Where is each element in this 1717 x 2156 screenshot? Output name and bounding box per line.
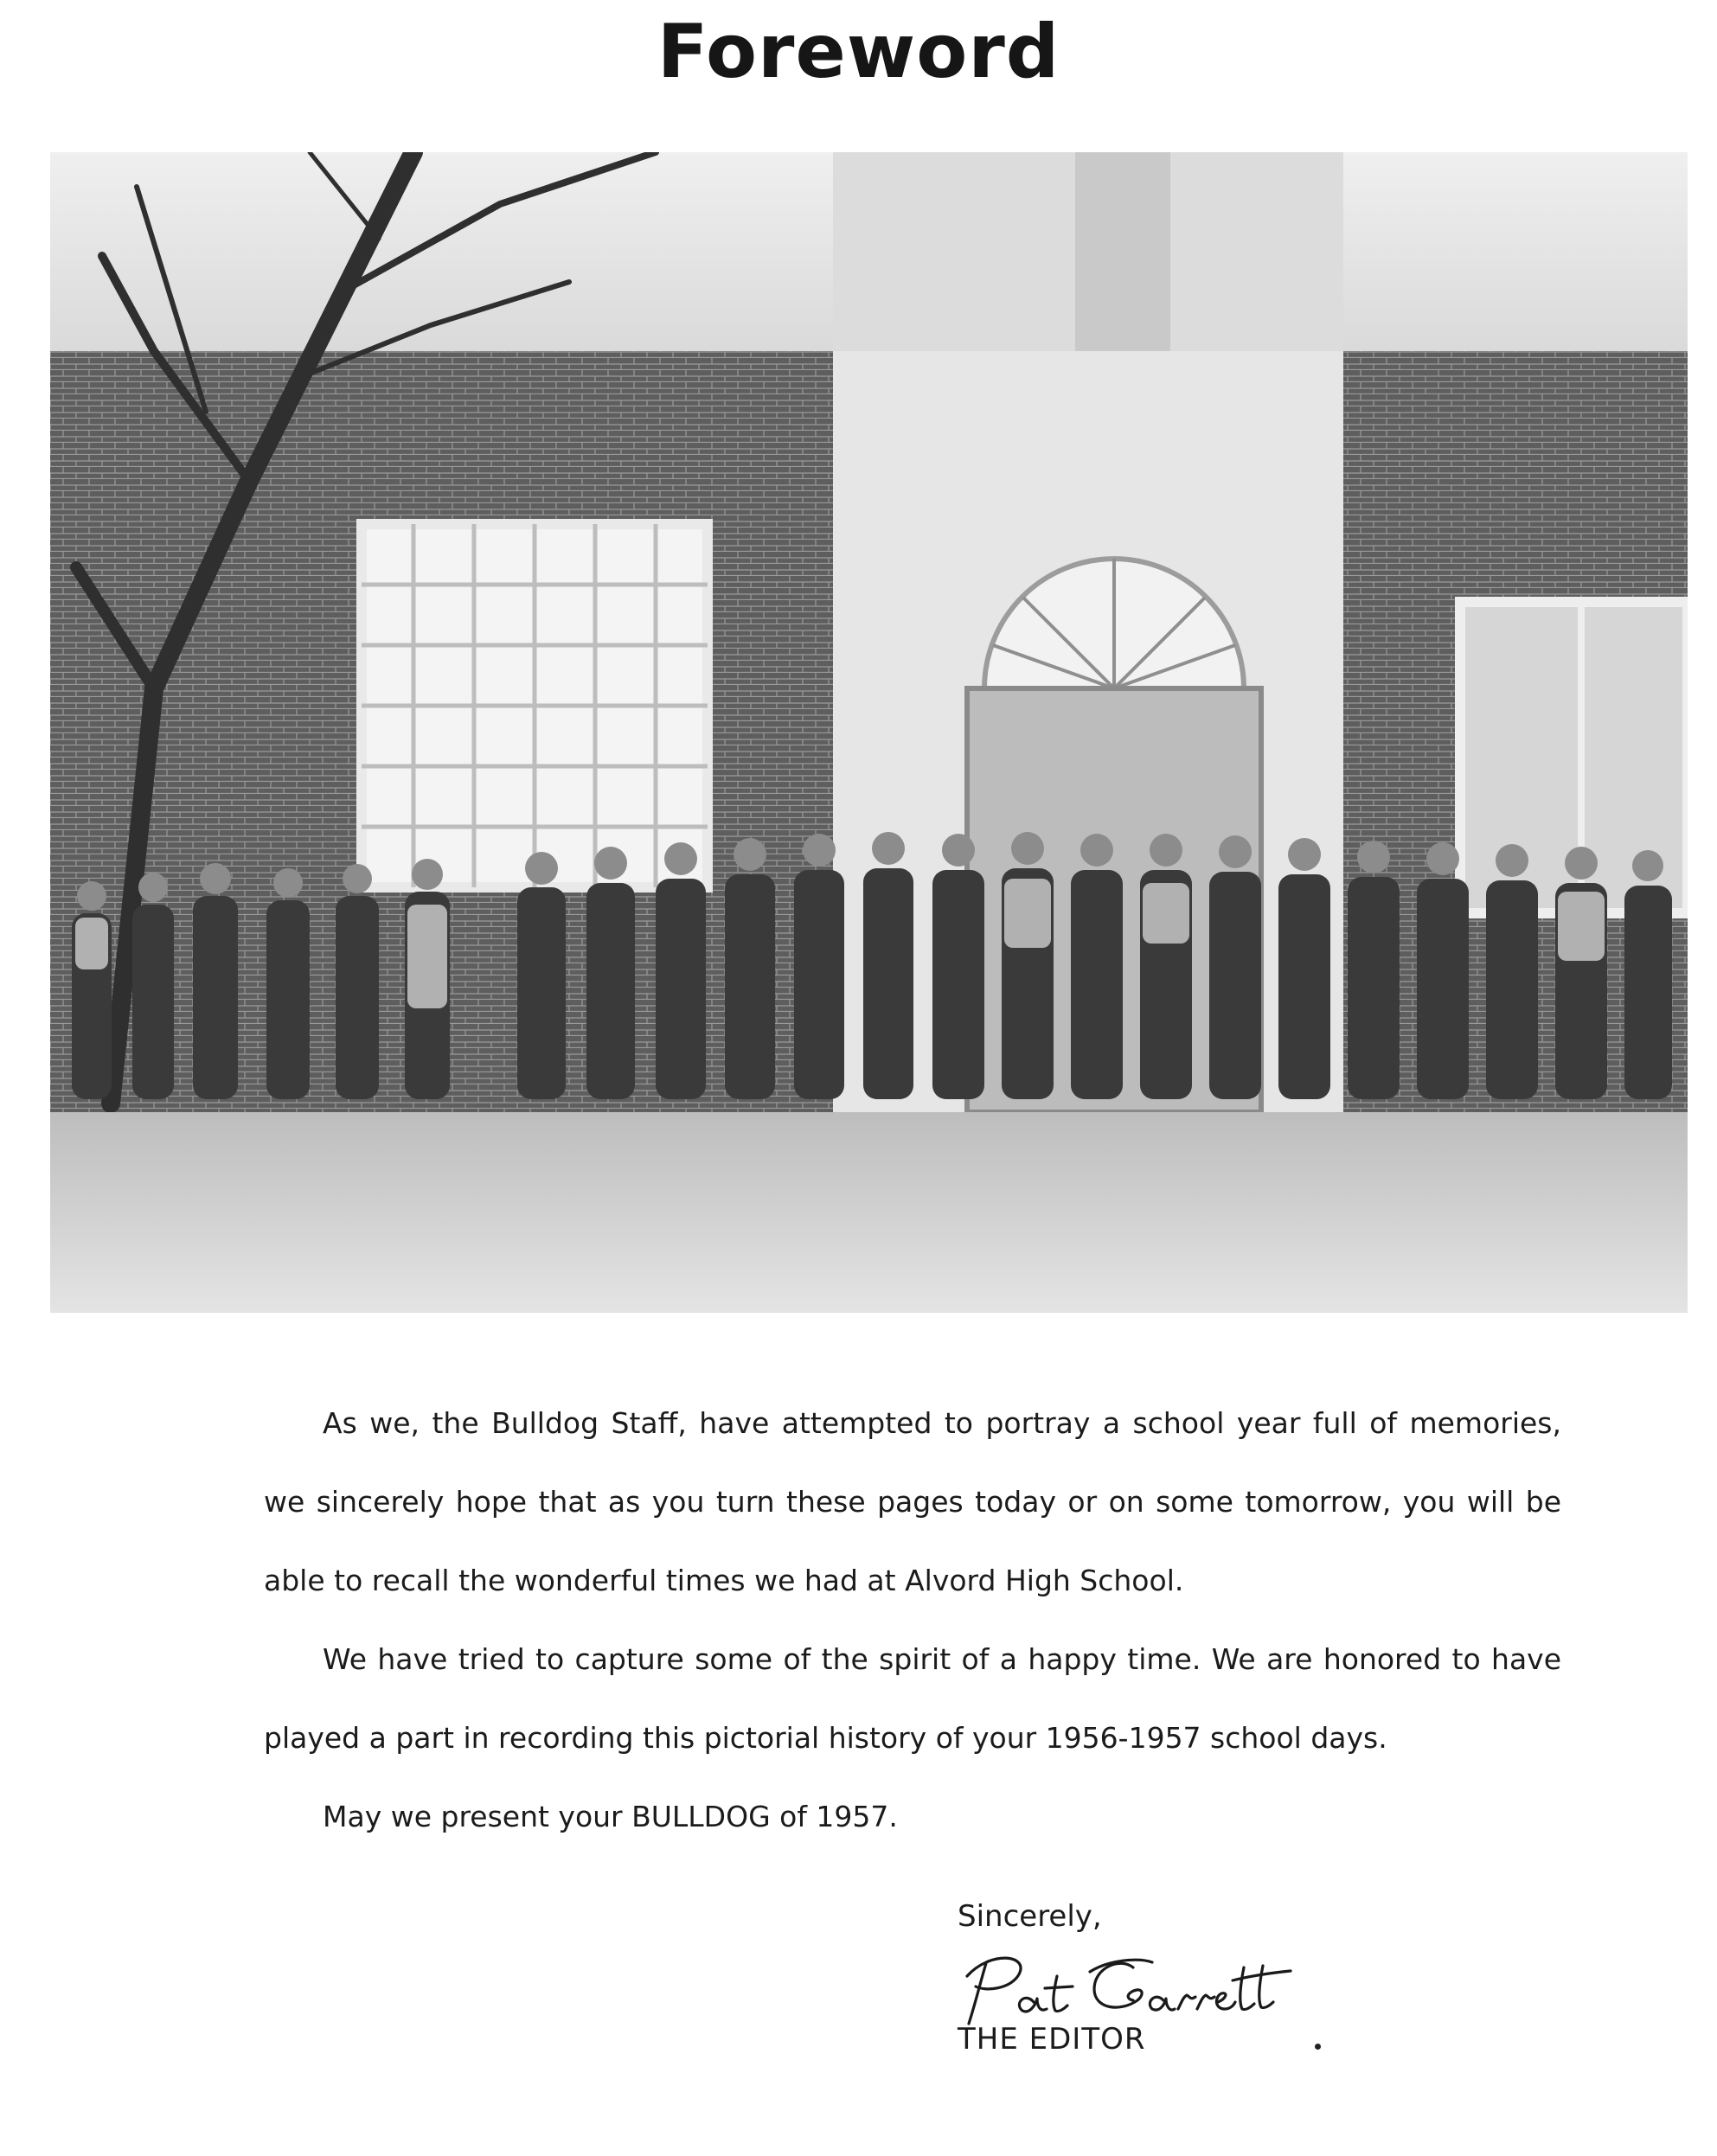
group-photo-icon bbox=[50, 152, 1688, 1313]
foreword-paragraph-1: As we, the Bulldog Staff, have attempted to portray a school year full of memories, we sincerely hope that as you turn these pages today or on some tomorrow, you will be able to recall the wonderful times we had at Alvord High School. bbox=[264, 1406, 1561, 1597]
closing-salutation: Sincerely, bbox=[958, 1899, 1102, 1934]
signer-title: THE EDITOR bbox=[958, 2022, 1146, 2057]
foreword-paragraph-3: May we present your BULLDOG of 1957. bbox=[323, 1800, 898, 1833]
group-photo bbox=[50, 152, 1688, 1313]
foreword-body bbox=[264, 1384, 1561, 1856]
ink-dot bbox=[1315, 2044, 1321, 2050]
foreword-paragraph-2: We have tried to capture some of the spirit of a happy time. We are honored to have played a part in recording this pictorial history of your 1956-1957 school days. bbox=[264, 1642, 1561, 1755]
page-title: Foreword bbox=[657, 9, 1060, 95]
